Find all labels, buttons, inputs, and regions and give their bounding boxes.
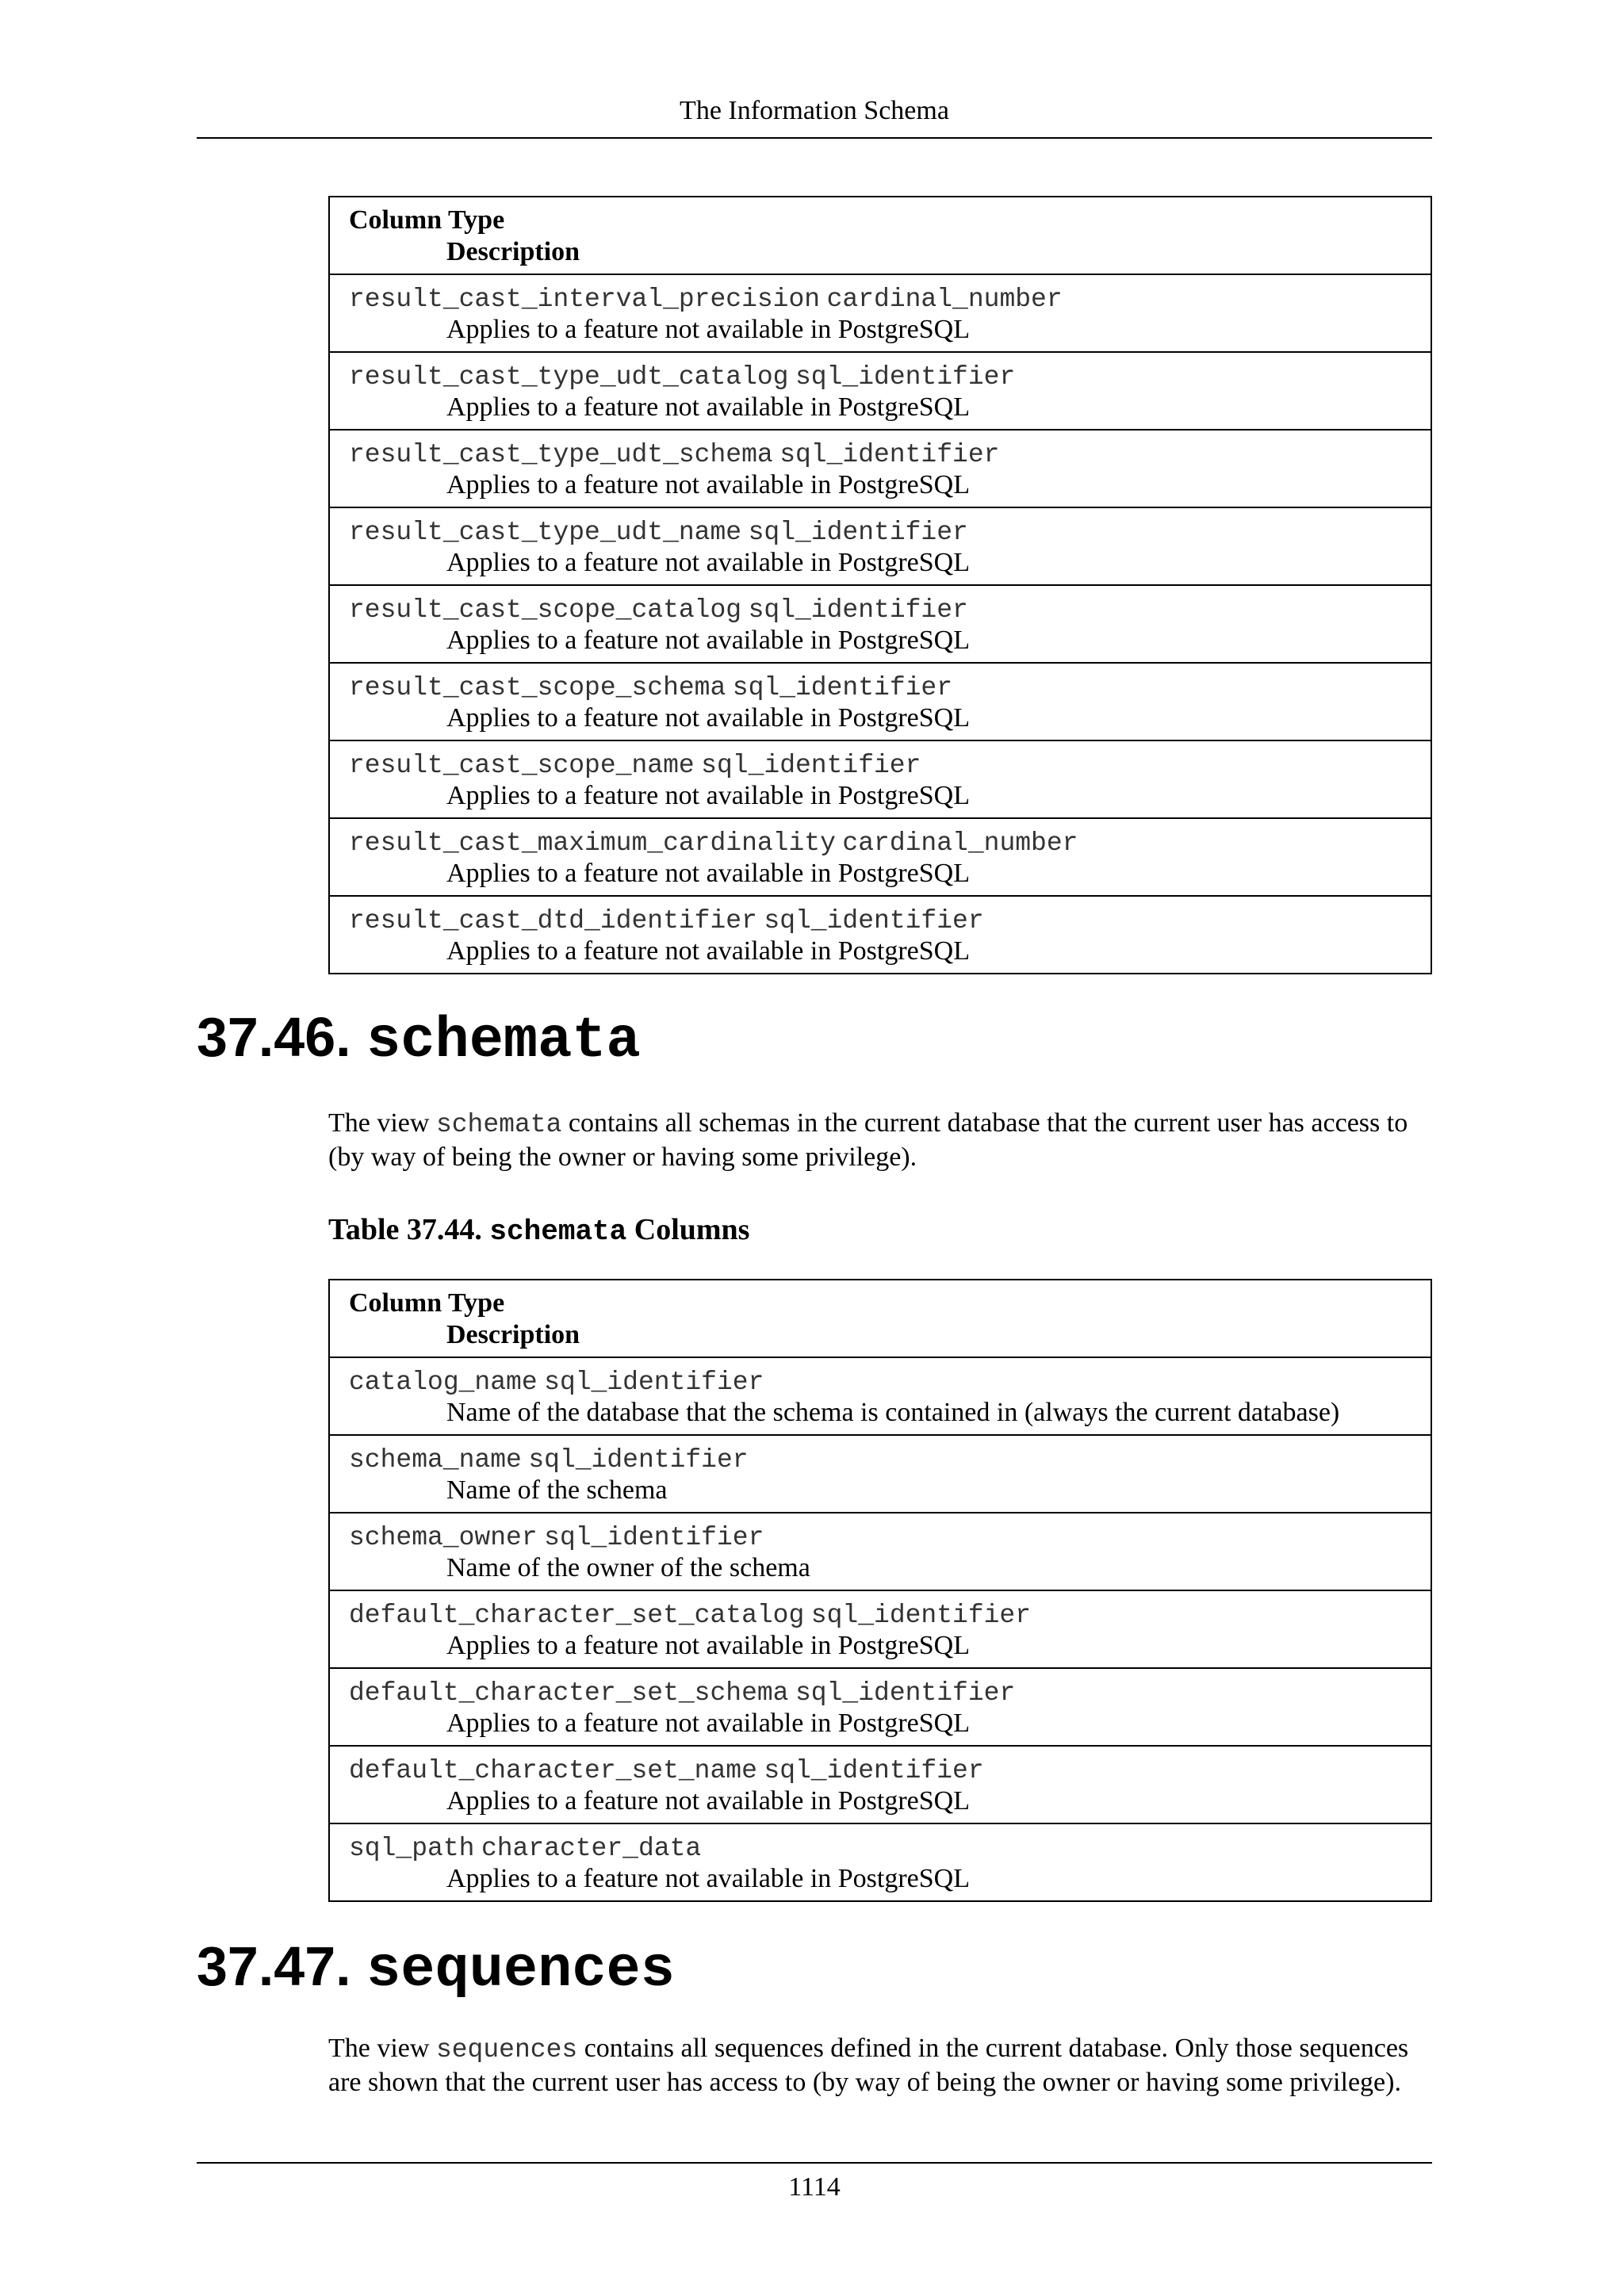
column-type: sql_identifier <box>528 1445 749 1475</box>
column-type: cardinal_number <box>842 828 1078 858</box>
table-row <box>330 429 1431 507</box>
column-name: default_character_set_schema <box>349 1678 789 1708</box>
inline-code: schemata <box>435 1110 562 1139</box>
column-name: default_character_set_catalog <box>349 1601 805 1630</box>
table-row <box>330 584 1431 662</box>
column-description: Name of the owner of the schema <box>446 1553 810 1582</box>
page-header-title: The Information Schema <box>680 96 949 125</box>
column-name: result_cast_type_udt_name <box>349 518 742 547</box>
table-caption <box>328 1211 749 1251</box>
footer-rule <box>197 2162 1432 2164</box>
column-name: result_cast_type_udt_catalog <box>349 362 789 392</box>
intro-text: The view <box>328 2034 430 2063</box>
column-description: Applies to a feature not available in PostgreSQL <box>446 392 970 422</box>
column-type: sql_identifier <box>701 751 921 780</box>
column-type: sql_identifier <box>764 1756 984 1785</box>
column-description: Applies to a feature not available in PostgreSQL <box>446 1864 970 1893</box>
column-type: cardinal_number <box>826 285 1063 314</box>
column-type: sql_identifier <box>732 673 953 702</box>
column-description: Applies to a feature not available in PostgreSQL <box>446 703 970 733</box>
intro-text: contains all schemas in the current database that the current user has access to (by way of being the owner or having some privilege). <box>328 1108 1408 1172</box>
column-name: result_cast_type_udt_schema <box>349 440 773 469</box>
column-description: Applies to a feature not available in PostgreSQL <box>446 548 970 577</box>
intro-text: contains all sequences defined in the current database. Only those sequences are shown that the current user has access to (by way of being the owner or having some privilege). <box>328 2034 1409 2097</box>
table-header-row <box>330 197 1431 274</box>
column-description: Applies to a feature not available in PostgreSQL <box>446 936 970 966</box>
table-row <box>330 740 1431 817</box>
section-name: sequences <box>366 1938 675 2003</box>
column-name: result_cast_scope_schema <box>349 673 726 702</box>
table-row <box>330 817 1431 895</box>
column-type: sql_identifier <box>779 440 1000 469</box>
table-row <box>330 274 1431 351</box>
column-description: Applies to a feature not available in PostgreSQL <box>446 859 970 888</box>
section-heading-schemata <box>197 1004 641 1074</box>
section-number: 37.46. <box>197 1006 351 1068</box>
column-description: Applies to a feature not available in PostgreSQL <box>446 1631 970 1660</box>
schemata-intro-paragraph <box>328 1107 1432 1173</box>
column-type-header: Column Type <box>349 205 505 235</box>
table-row <box>330 1667 1431 1745</box>
column-name: result_cast_interval_precision <box>349 285 821 314</box>
section-number: 37.47. <box>197 1935 351 1997</box>
column-description: Applies to a feature not available in PostgreSQL <box>446 470 970 499</box>
header-rule <box>197 137 1432 139</box>
table-row <box>330 662 1431 740</box>
column-name: schema_owner <box>349 1523 538 1552</box>
page-number: 1114 <box>788 2172 841 2202</box>
column-type: character_data <box>481 1834 702 1863</box>
table-row <box>330 1590 1431 1667</box>
section-name: schemata <box>366 1008 641 1073</box>
column-name: result_cast_scope_name <box>349 751 695 780</box>
column-description: Name of the schema <box>446 1475 668 1505</box>
column-description: Name of the database that the schema is contained in (always the current database) <box>446 1398 1340 1427</box>
column-description: Applies to a feature not available in PostgreSQL <box>446 315 970 344</box>
column-type: sql_identifier <box>764 906 984 936</box>
table-row <box>330 507 1431 584</box>
column-type: sql_identifier <box>795 1678 1016 1708</box>
inline-code: sequences <box>435 2035 578 2064</box>
column-description: Applies to a feature not available in PostgreSQL <box>446 626 970 655</box>
caption-label: Table 37.44. <box>328 1213 482 1246</box>
caption-label: Columns <box>634 1213 750 1246</box>
column-type: sql_identifier <box>795 362 1016 392</box>
table-row <box>330 1434 1431 1512</box>
table-header-row <box>330 1280 1431 1357</box>
caption-code: schemata <box>489 1215 627 1248</box>
column-description: Applies to a feature not available in PostgreSQL <box>446 1709 970 1738</box>
column-description: Applies to a feature not available in PostgreSQL <box>446 781 970 810</box>
column-name: result_cast_dtd_identifier <box>349 906 757 936</box>
schemata-columns-table <box>328 1279 1432 1902</box>
column-type: sql_identifier <box>544 1523 764 1552</box>
column-type-header: Column Type <box>349 1288 505 1318</box>
sequences-intro-paragraph <box>328 2032 1432 2099</box>
description-header: Description <box>446 237 580 266</box>
description-header: Description <box>446 1320 580 1349</box>
column-name: default_character_set_name <box>349 1756 757 1785</box>
section-heading-sequences <box>197 1933 675 2003</box>
table-row <box>330 351 1431 429</box>
column-type: sql_identifier <box>810 1601 1032 1630</box>
intro-text: The view <box>328 1108 430 1138</box>
column-name: catalog_name <box>349 1368 538 1397</box>
table-row <box>330 1357 1431 1434</box>
column-type: sql_identifier <box>748 518 968 547</box>
column-name: sql_path <box>349 1834 475 1863</box>
column-type: sql_identifier <box>748 595 968 625</box>
result-cast-columns-table <box>328 196 1432 974</box>
column-name: result_cast_maximum_cardinality <box>349 828 836 858</box>
table-row <box>330 1745 1431 1823</box>
column-name: schema_name <box>349 1445 522 1475</box>
table-row <box>330 895 1431 973</box>
table-row <box>330 1512 1431 1590</box>
column-name: result_cast_scope_catalog <box>349 595 742 625</box>
column-type: sql_identifier <box>544 1368 764 1397</box>
column-description: Applies to a feature not available in PostgreSQL <box>446 1786 970 1816</box>
table-row <box>330 1823 1431 1900</box>
